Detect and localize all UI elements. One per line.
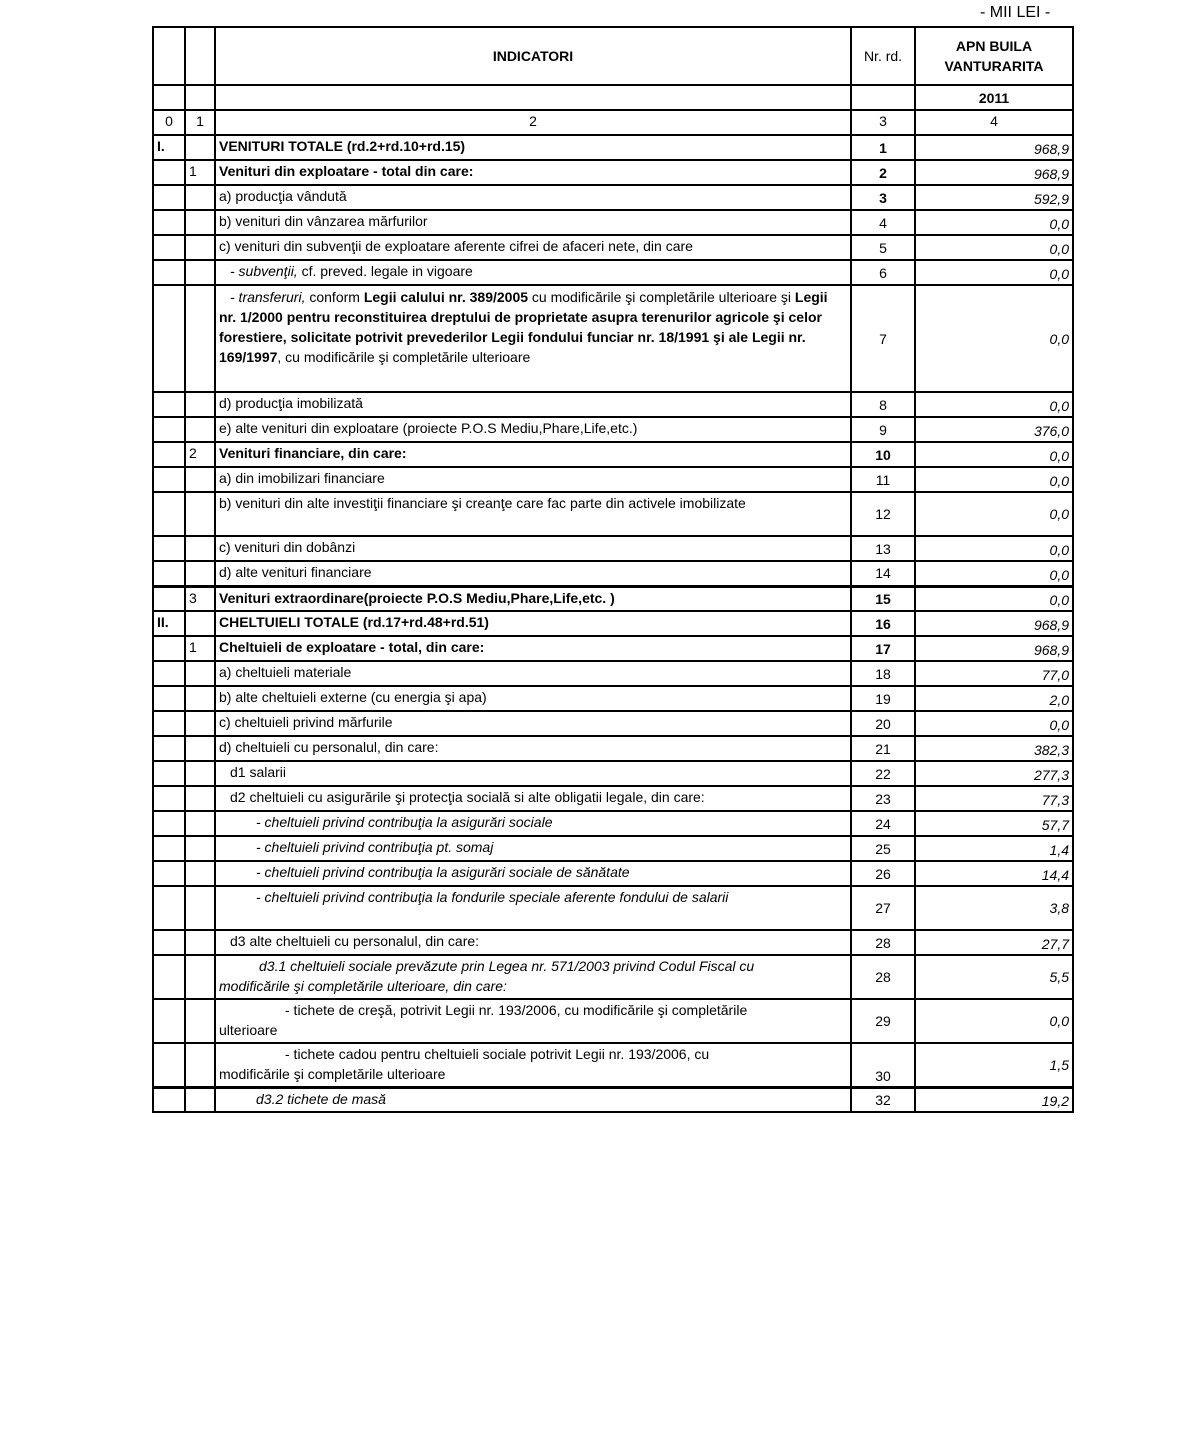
table-row [153, 536, 1073, 561]
row-section [153, 711, 185, 736]
row-sub [185, 711, 215, 736]
row-sub [185, 185, 215, 210]
unit-label: - MII LEI - [980, 4, 1051, 21]
header-entity [915, 27, 1073, 85]
row-section [153, 492, 185, 536]
header-indicatori: INDICATORI [215, 27, 851, 85]
table-row [153, 260, 1073, 285]
row-nr: 3 [851, 185, 915, 210]
row-nr: 7 [851, 285, 915, 392]
row-nr: 16 [851, 611, 915, 636]
row-value: 19,2 [915, 1087, 1073, 1112]
row-value: 968,9 [915, 611, 1073, 636]
row-label-line: d3.1 cheltuieli sociale prevăzute prin Legea nr. 571/2003 privind Codul Fiscal cu [259, 958, 755, 974]
row-nr: 14 [851, 561, 915, 586]
table-row [153, 561, 1073, 586]
col-number: 0 [153, 110, 185, 135]
table-row [153, 661, 1073, 686]
row-nr: 5 [851, 235, 915, 260]
row-sub [185, 736, 215, 761]
row-nr: 11 [851, 467, 915, 492]
row-value: 27,7 [915, 930, 1073, 955]
row-section [153, 586, 185, 611]
row-sub [185, 260, 215, 285]
row-label [215, 285, 851, 392]
row-section [153, 392, 185, 417]
row-value: 0,0 [915, 536, 1073, 561]
table-row [153, 930, 1073, 955]
row-nr: 24 [851, 811, 915, 836]
row-nr: 17 [851, 636, 915, 661]
row-section [153, 786, 185, 811]
row-sub [185, 561, 215, 586]
row-label-line: - tichete de creşă, potrivit Legii nr. 193/2006, cu modificările şi completările [285, 1002, 748, 1018]
row-value: 0,0 [915, 210, 1073, 235]
row-value: 0,0 [915, 999, 1073, 1043]
row-label: b) venituri din vânzarea mărfurilor [215, 210, 851, 235]
row-section [153, 536, 185, 561]
row-label: a) din imobilizari financiare [215, 467, 851, 492]
indicators-table [152, 26, 1074, 1113]
row-sub [185, 235, 215, 260]
row-nr: 8 [851, 392, 915, 417]
row-value: 1,5 [915, 1043, 1073, 1087]
row-section [153, 861, 185, 886]
row-label: Venituri din exploatare - total din care: [215, 160, 851, 185]
row-sub [185, 686, 215, 711]
row-section [153, 1087, 185, 1112]
row-nr: 2 [851, 160, 915, 185]
row-value: 0,0 [915, 467, 1073, 492]
row-nr: 26 [851, 861, 915, 886]
row-section [153, 235, 185, 260]
row-sub [185, 886, 215, 930]
row-label-part: Legii calului nr. 389/2005 [363, 289, 529, 305]
row-nr: 4 [851, 210, 915, 235]
row-section [153, 836, 185, 861]
row-value: 0,0 [915, 235, 1073, 260]
row-label: Cheltuieli de exploatare - total, din care: [215, 636, 851, 661]
row-label-line: ulterioare [219, 1022, 278, 1038]
row-label: - cheltuieli privind contribuţia pt. somaj [215, 836, 851, 861]
row-label: d) alte venituri financiare [215, 561, 851, 586]
row-section [153, 467, 185, 492]
row-label [215, 999, 851, 1043]
row-section [153, 185, 185, 210]
row-section [153, 442, 185, 467]
table-row [153, 135, 1073, 160]
column-number-row [153, 110, 1073, 135]
header-row [153, 27, 1073, 85]
table-row [153, 185, 1073, 210]
row-section [153, 736, 185, 761]
row-label: Venituri extraordinare(proiecte P.O.S Mediu,Phare,Life,etc. ) [215, 586, 851, 611]
row-section [153, 260, 185, 285]
row-value: 1,4 [915, 836, 1073, 861]
table-row [153, 467, 1073, 492]
row-section: I. [153, 135, 185, 160]
row-nr: 13 [851, 536, 915, 561]
row-value: 0,0 [915, 442, 1073, 467]
row-label: Venituri financiare, din care: [215, 442, 851, 467]
col-number: 1 [185, 110, 215, 135]
row-sub [185, 811, 215, 836]
col-number: 3 [851, 110, 915, 135]
row-value: 3,8 [915, 886, 1073, 930]
row-label: d3 alte cheltuieli cu personalul, din care: [215, 930, 851, 955]
row-nr: 27 [851, 886, 915, 930]
row-label-part: cu modificările şi completările ulterioare şi [528, 289, 795, 305]
row-section [153, 1043, 185, 1087]
row-nr: 32 [851, 1087, 915, 1112]
table-row [153, 285, 1073, 392]
row-label: d) producţia imobilizată [215, 392, 851, 417]
year-row-cell [153, 85, 185, 110]
row-sub [185, 135, 215, 160]
row-sub [185, 467, 215, 492]
row-nr: 19 [851, 686, 915, 711]
row-value: 968,9 [915, 135, 1073, 160]
row-nr: 10 [851, 442, 915, 467]
table-row [153, 417, 1073, 442]
row-sub [185, 417, 215, 442]
row-value: 0,0 [915, 561, 1073, 586]
row-sub [185, 836, 215, 861]
table-row [153, 611, 1073, 636]
row-value: 0,0 [915, 586, 1073, 611]
row-label-line: - tichete cadou pentru cheltuieli sociale potrivit Legii nr. 193/2006, cu [285, 1046, 710, 1062]
row-sub [185, 210, 215, 235]
table-row [153, 492, 1073, 536]
row-section [153, 636, 185, 661]
row-sub: 3 [185, 586, 215, 611]
row-section [153, 811, 185, 836]
row-label [215, 955, 851, 999]
row-label: c) venituri din subvenţii de exploatare aferente cifrei de afaceri nete, din care [215, 235, 851, 260]
row-section [153, 955, 185, 999]
row-label: d3.2 tichete de masă [215, 1087, 851, 1112]
row-section [153, 561, 185, 586]
row-sub [185, 1043, 215, 1087]
row-section [153, 210, 185, 235]
row-section [153, 761, 185, 786]
row-nr: 28 [851, 930, 915, 955]
row-nr: 9 [851, 417, 915, 442]
row-label: c) cheltuieli privind mărfurile [215, 711, 851, 736]
table-row [153, 235, 1073, 260]
col-number: 2 [215, 110, 851, 135]
row-sub [185, 611, 215, 636]
table-row [153, 442, 1073, 467]
row-value: 77,3 [915, 786, 1073, 811]
row-label-rest: cf. preved. legale in vigoare [297, 263, 473, 279]
row-value: 0,0 [915, 260, 1073, 285]
row-sub [185, 761, 215, 786]
row-value: 968,9 [915, 636, 1073, 661]
row-section [153, 930, 185, 955]
row-sub [185, 786, 215, 811]
row-label: d) cheltuieli cu personalul, din care: [215, 736, 851, 761]
row-nr: 23 [851, 786, 915, 811]
row-value: 0,0 [915, 392, 1073, 417]
row-label: e) alte venituri din exploatare (proiecte P.O.S Mediu,Phare,Life,etc.) [215, 417, 851, 442]
row-section [153, 999, 185, 1043]
row-label: CHELTUIELI TOTALE (rd.17+rd.48+rd.51) [215, 611, 851, 636]
row-label-part: Legii nr. 1/2000 pentru reconstituirea dreptului de proprietate asupra terenurilor agricole şi celor forestiere, solicitate potrivit prevederilor Legii fondului funciar nr. 18/1991 şi ale Legii nr. 169/1997 [219, 289, 828, 365]
row-nr: 15 [851, 586, 915, 611]
table-row [153, 1043, 1073, 1087]
row-nr: 28 [851, 955, 915, 999]
table-row [153, 811, 1073, 836]
row-label-line: modificările şi completările ulterioare [219, 1066, 446, 1082]
row-label: a) cheltuieli materiale [215, 661, 851, 686]
col-number: 4 [915, 110, 1073, 135]
row-sub: 1 [185, 636, 215, 661]
row-nr: 25 [851, 836, 915, 861]
table-row [153, 711, 1073, 736]
row-value: 2,0 [915, 686, 1073, 711]
row-sub [185, 392, 215, 417]
table-row [153, 786, 1073, 811]
table-row [153, 392, 1073, 417]
row-nr: 6 [851, 260, 915, 285]
row-sub [185, 285, 215, 392]
row-nr: 21 [851, 736, 915, 761]
row-section [153, 661, 185, 686]
row-label: - cheltuieli privind contribuţia la asigurări sociale de sănătate [215, 861, 851, 886]
row-nr: 1 [851, 135, 915, 160]
row-label: c) venituri din dobânzi [215, 536, 851, 561]
row-sub: 2 [185, 442, 215, 467]
row-value: 968,9 [915, 160, 1073, 185]
table-row [153, 886, 1073, 930]
row-nr: 12 [851, 492, 915, 536]
row-label: VENITURI TOTALE (rd.2+rd.10+rd.15) [215, 135, 851, 160]
row-label-part: , cu modificările şi completările ulterioare [277, 349, 531, 365]
row-label-part: - transferuri, [230, 289, 306, 305]
year-cell: 2011 [915, 85, 1073, 110]
year-row-cell [215, 85, 851, 110]
row-label [215, 260, 851, 285]
row-section: II. [153, 611, 185, 636]
table-row [153, 955, 1073, 999]
row-section [153, 686, 185, 711]
row-label: a) producţia vândută [215, 185, 851, 210]
row-value: 0,0 [915, 492, 1073, 536]
row-nr: 22 [851, 761, 915, 786]
year-row-cell [851, 85, 915, 110]
row-value: 0,0 [915, 285, 1073, 392]
row-nr: 18 [851, 661, 915, 686]
row-section [153, 886, 185, 930]
row-label-prefix: - subvenţii, [230, 263, 298, 279]
row-nr: 29 [851, 999, 915, 1043]
row-sub [185, 1087, 215, 1112]
row-section [153, 160, 185, 185]
row-sub [185, 661, 215, 686]
row-nr: 20 [851, 711, 915, 736]
table-row [153, 686, 1073, 711]
row-sub [185, 861, 215, 886]
row-sub [185, 930, 215, 955]
table-row [153, 761, 1073, 786]
row-sub [185, 999, 215, 1043]
year-row-cell [185, 85, 215, 110]
row-label: b) alte cheltuieli externe (cu energia şi apa) [215, 686, 851, 711]
row-label: - cheltuieli privind contribuţia la fondurile speciale aferente fondului de salarii [215, 886, 851, 930]
header-entity-line2: VANTURARITA [944, 58, 1044, 74]
table-row [153, 836, 1073, 861]
row-label: d1 salarii [215, 761, 851, 786]
row-value: 5,5 [915, 955, 1073, 999]
row-value: 57,7 [915, 811, 1073, 836]
row-value: 0,0 [915, 711, 1073, 736]
row-value: 592,9 [915, 185, 1073, 210]
row-label-part: conform [305, 289, 364, 305]
row-sub [185, 536, 215, 561]
table-row [153, 736, 1073, 761]
row-value: 376,0 [915, 417, 1073, 442]
row-section [153, 417, 185, 442]
row-value: 382,3 [915, 736, 1073, 761]
row-value: 14,4 [915, 861, 1073, 886]
row-label: d2 cheltuieli cu asigurările şi protecţia socială si alte obligatii legale, din care: [215, 786, 851, 811]
header-cell-1 [185, 27, 215, 85]
table-row [153, 999, 1073, 1043]
table-row [153, 210, 1073, 235]
row-label: b) venituri din alte investiţii financiare şi creanţe care fac parte din activele imobilizate [215, 492, 851, 536]
table-row [153, 1087, 1073, 1112]
row-label-line: modificările şi completările ulterioare, din care: [219, 978, 507, 994]
table-row [153, 861, 1073, 886]
row-sub: 1 [185, 160, 215, 185]
row-value: 77,0 [915, 661, 1073, 686]
header-cell-0 [153, 27, 185, 85]
header-entity-line1: APN BUILA [955, 38, 1033, 54]
year-row [153, 85, 1073, 110]
row-sub [185, 955, 215, 999]
table-row [153, 636, 1073, 661]
table-row [153, 160, 1073, 185]
row-value: 277,3 [915, 761, 1073, 786]
row-nr: 30 [851, 1043, 915, 1087]
table-row [153, 586, 1073, 611]
row-label: - cheltuieli privind contribuţia la asigurări sociale [215, 811, 851, 836]
row-section [153, 285, 185, 392]
row-sub [185, 492, 215, 536]
header-nr-rd: Nr. rd. [851, 27, 915, 85]
row-label [215, 1043, 851, 1087]
